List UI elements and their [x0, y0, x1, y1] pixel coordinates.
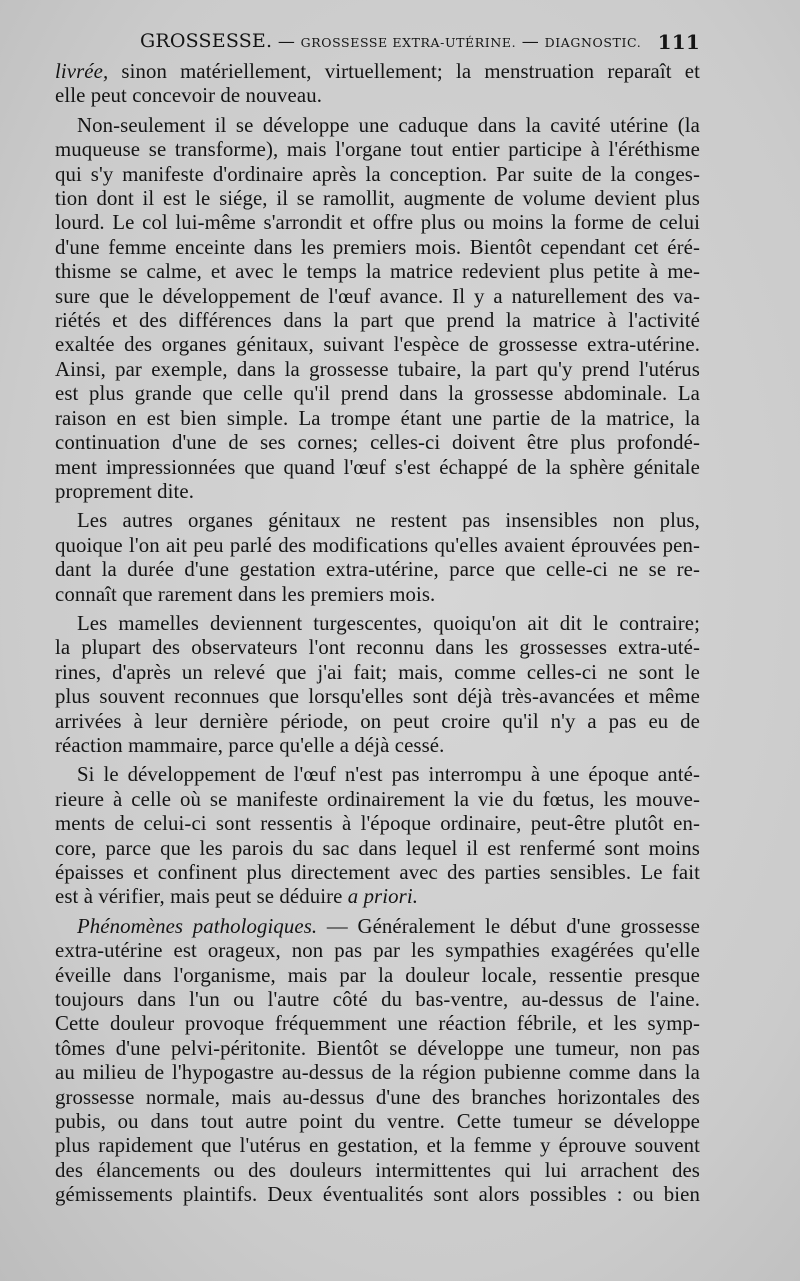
text-line: éveille dans l'organisme, mais par la douleur locale, ressentie presque — [55, 963, 700, 987]
italic-text: Phénomènes pathologiques. — [77, 914, 318, 938]
paragraph — [55, 60, 700, 109]
text-line: épaisses et confinent plus directement avec des parties sensibles. Le fait — [55, 861, 700, 884]
text-line: extra-utérine est orageux, non pas par les sympathies exagérées qu'elle — [55, 939, 700, 963]
text-line: grossesse normale, mais au-dessus d'une des branches horizontales des — [55, 1085, 700, 1109]
running-header — [140, 30, 700, 52]
text-line: connaît que rarement dans les premiers mois. — [55, 582, 436, 606]
header-section: DIAGNOSTIC. — [544, 35, 642, 50]
text-line: lourd. Le col lui-même s'arrondit et offre plus ou moins la forme de celui — [55, 211, 700, 235]
text-line: Non-seulement il se développe une caduque dans la cavité utérine (la — [77, 113, 700, 137]
text-line: au milieu de l'hypogastre au-dessus de la région pubienne comme dans la — [55, 1061, 700, 1085]
text-line: Cette douleur provoque fréquemment une réaction fébrile, et les symp- — [55, 1012, 700, 1036]
header-dash: — — [521, 32, 539, 52]
page-number: 111 — [657, 30, 700, 54]
text-line: livrée, sinon matériellement, virtuellement; la menstruation reparaît et — [55, 60, 700, 83]
text-line: des élancements ou des douleurs intermittentes qui lui arrachent des — [55, 1158, 700, 1182]
text-line: tion dont il est le siége, il se ramollit, augmente de volume devient plus — [55, 187, 700, 211]
text-line: plus souvent reconnues que lorsqu'elles sont déjà très-avancées et même — [55, 685, 700, 709]
text-line: gémissements plaintifs. Deux éventualités sont alors possibles : ou bien — [55, 1183, 700, 1207]
text-line: rines, d'après un relevé que j'ai fait; mais, comme celles-ci ne sont le — [55, 660, 700, 684]
text-line: est à vérifier, mais peut se déduire a priori. — [55, 885, 419, 909]
text-line: d'une femme enceinte dans les premiers mois. Bientôt cependant cet éré- — [55, 235, 700, 259]
text-line: arrivées à leur dernière période, on peut croire qu'il n'y a pas eu de — [55, 709, 700, 733]
text-line: core, parce que les parois du sac dans lequel il est renfermé sont moins — [55, 836, 700, 860]
paragraph — [55, 114, 700, 505]
text-line: exaltée des organes génitaux, suivant l'espèce de grossesse extra-utérine. — [55, 333, 700, 357]
text-line: rieure à celle où se manifeste ordinairement la vie du fœtus, les mouve- — [55, 787, 700, 811]
header-dash: — — [277, 32, 296, 52]
text-line: la plupart des observateurs l'ont reconnu dans les grossesses extra-uté- — [55, 636, 700, 660]
text-line: raison en est bien simple. La trompe étant une partie de la matrice, la — [55, 406, 700, 430]
text-line: Ainsi, par exemple, dans la grossesse tubaire, la part qu'y prend l'utérus — [55, 357, 700, 381]
text-line: continuation d'une de ses cornes; celles-ci doivent être plus profondé- — [55, 431, 700, 455]
text-line: sure que le développement de l'œuf avance. Il y a naturellement des va- — [55, 284, 700, 308]
text-line: tômes d'une pelvi-péritonite. Bientôt se développe une tumeur, non pas — [55, 1036, 700, 1060]
text-line: est plus grande que celle qu'il prend dans la grossesse abdominale. La — [55, 382, 700, 406]
text-line: Les autres organes génitaux ne restent pas insensibles non plus, — [77, 509, 700, 533]
paragraph — [55, 915, 700, 1208]
text-line: Les mamelles deviennent turgescentes, quoiqu'on ait dit le contraire; — [77, 611, 700, 635]
text-line: qui s'y manifeste d'ordinaire après la conception. Par suite de la conges- — [55, 162, 700, 186]
text-line: réaction mammaire, parce qu'elle a déjà cessé. — [55, 733, 445, 757]
text-line: Phénomènes pathologiques. — Généralement le début d'une grossesse — [77, 914, 700, 938]
text-line: quoique l'on ait peu parlé des modifications qu'elles avaient éprouvées pen- — [55, 533, 700, 557]
paragraph — [55, 509, 700, 607]
text-line: elle peut concevoir de nouveau. — [55, 84, 322, 108]
text-line: Si le développement de l'œuf n'est pas interrompu à une époque anté- — [77, 763, 700, 787]
text-line: muqueuse se transforme), mais l'organe tout entier participe à l'éréthisme — [55, 138, 700, 162]
text-line: dant la durée d'une gestation extra-utérine, parce que celle-ci ne se re- — [55, 558, 700, 582]
text-line: thisme se calme, et avec le temps la matrice redevient plus petite à me- — [55, 260, 700, 284]
text-line: ment impressionnées que quand l'œuf s'est échappé de la sphère génitale — [55, 455, 700, 479]
italic-text: a priori. — [347, 885, 419, 909]
header-subtitle: GROSSESSE EXTRA-UTÉRINE. — [300, 35, 517, 50]
header-title: GROSSESSE. — [140, 30, 273, 52]
paragraph — [55, 612, 700, 758]
text-line: ments de celui-ci sont ressentis à l'époque ordinaire, peut-être plutôt en- — [55, 812, 700, 836]
italic-text: livrée, — [55, 60, 109, 83]
paragraph — [55, 763, 700, 909]
text-line: proprement dite. — [55, 479, 195, 503]
text-line: pubis, ou dans tout autre point du ventre. Cette tumeur se développe — [55, 1110, 700, 1134]
text-line: toujours dans l'un ou l'autre côté du bas-ventre, au-dessus de l'aine. — [55, 988, 700, 1012]
body-text — [55, 60, 700, 1208]
text-line: plus rapidement que l'utérus en gestation, et la femme y éprouve souvent — [55, 1134, 700, 1158]
text-line: riétés et des différences dans la part que prend la matrice à l'activité — [55, 309, 700, 333]
